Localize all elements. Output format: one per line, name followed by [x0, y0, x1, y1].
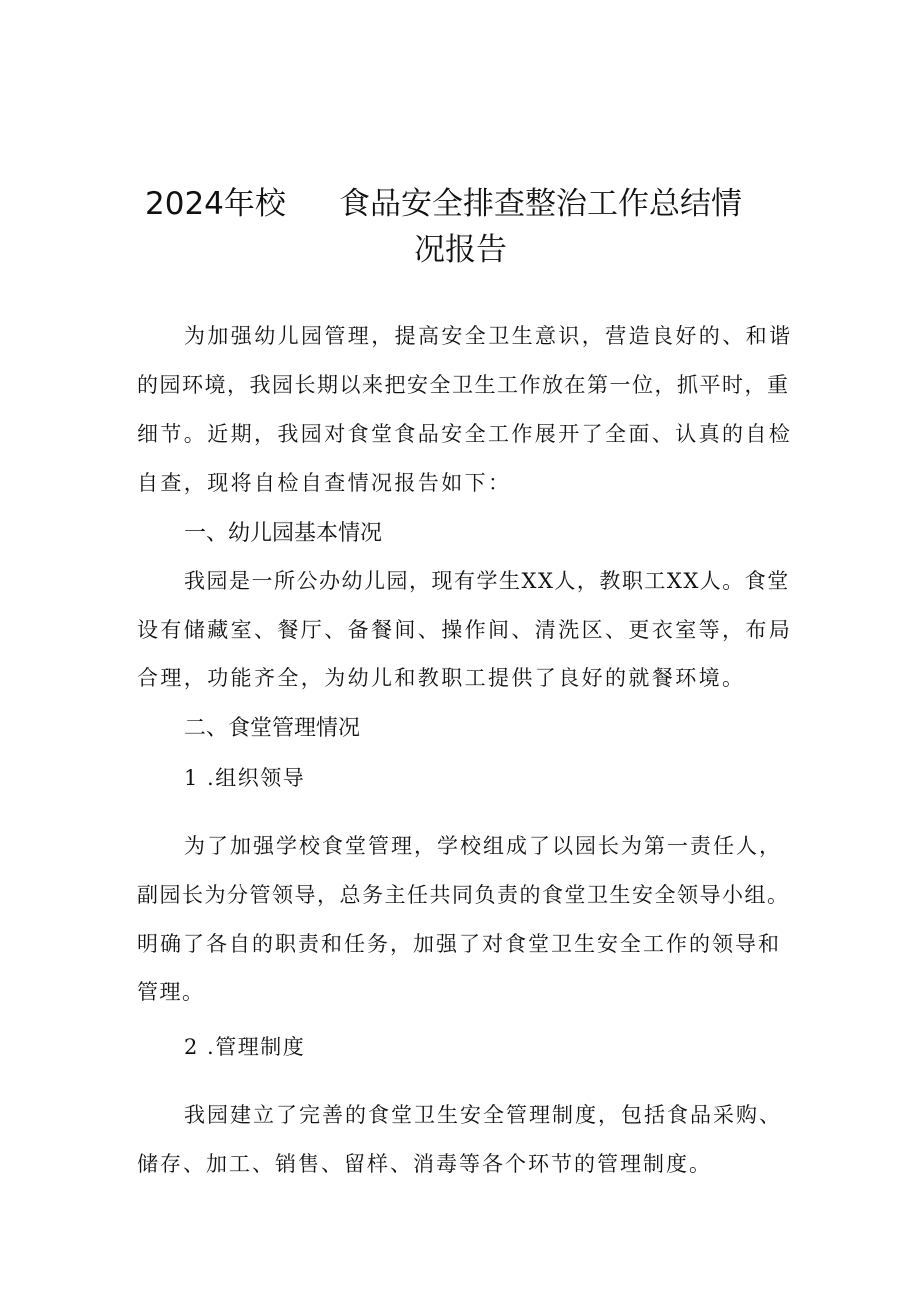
title-line2: 况报告 — [414, 232, 507, 268]
section2-heading: 二、食堂管理情况 — [184, 716, 361, 741]
section1-line-1: 我园是一所公办幼儿园，现有学生XX人，教职工XX人。食堂 — [184, 569, 790, 593]
sub1-line-2: 副园长为分管领导，总务主任共同负责的食堂卫生安全领导小组。 — [137, 883, 790, 907]
intro-line-4: 自查，现将自检自查情况报告如下： — [137, 471, 512, 495]
section1-heading: 一、幼儿园基本情况 — [184, 521, 383, 546]
title-part1: 2024年校 — [145, 186, 286, 222]
sub2-heading: 2 .管理制度 — [184, 1035, 306, 1059]
title-part2: 食品安全排查整治工作总结情 — [339, 186, 742, 222]
intro-line-3: 细节。近期，我园对食堂食品安全工作展开了全面、认真的自检 — [137, 422, 793, 446]
section1-line-2: 设有储藏室、餐厅、备餐间、操作间、清洗区、更衣室等，布局 — [137, 618, 793, 642]
intro-line-2: 的园环境，我园长期以来把安全卫生工作放在第一位，抓平时，重 — [137, 373, 790, 397]
sub1-line-3: 明确了各自的职责和任务，加强了对食堂卫生安全工作的领导和 — [137, 932, 781, 956]
sub1-line-1: 为了加强学校食堂管理，学校组成了以园长为第一责任人， — [184, 834, 782, 858]
sub2-line-1: 我园建立了完善的食堂卫生安全管理制度，包括食品采购、 — [184, 1103, 782, 1127]
sub1-heading: 1 .组织领导 — [184, 766, 306, 790]
intro-line-1: 为加强幼儿园管理，提高安全卫生意识，营造良好的、和谐 — [184, 324, 793, 348]
sub1-line-4: 管理。 — [137, 980, 205, 1004]
sub2-line-2: 储存、加工、销售、留样、消毒等各个环节的管理制度。 — [137, 1152, 712, 1176]
section1-line-3: 合理，功能齐全，为幼儿和教职工提供了良好的就餐环境。 — [137, 666, 746, 690]
